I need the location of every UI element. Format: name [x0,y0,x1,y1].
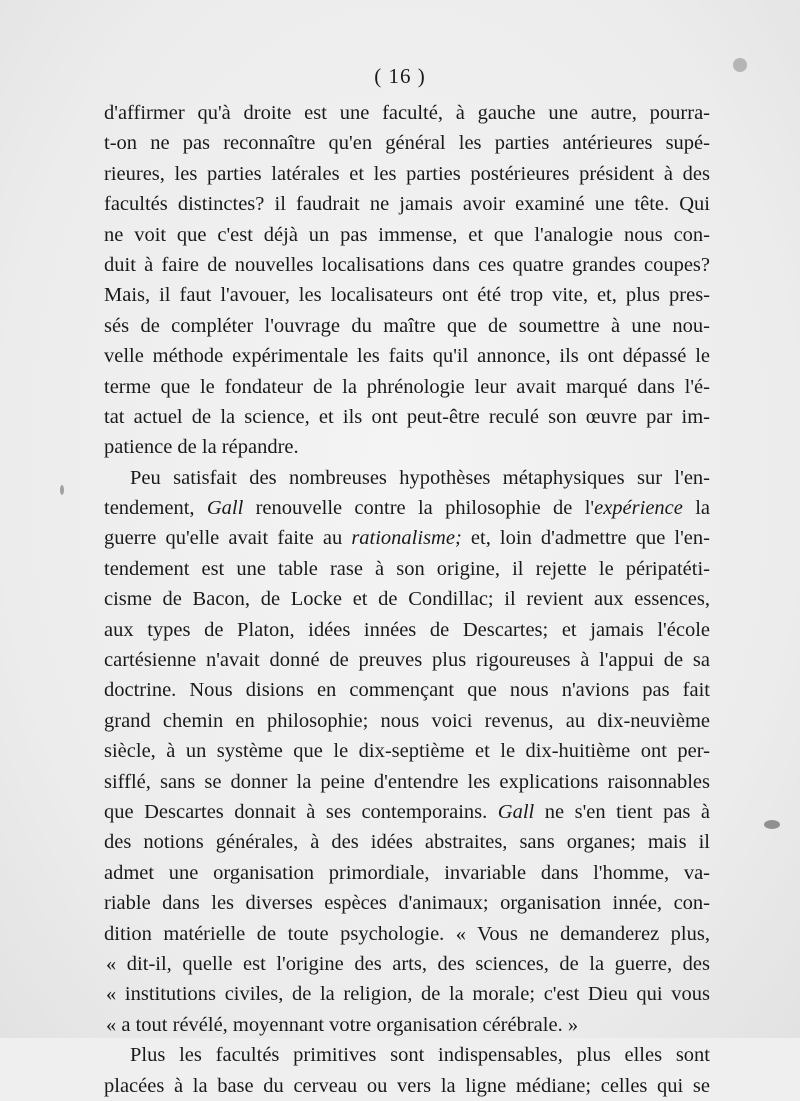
text-line: sés de compléter l'ouvrage du maître que de soumettre à une nou- [104,314,710,337]
text-line: des notions générales, à des idées abstraites, sans organes; mais il [104,831,710,854]
text-line: t-on ne pas reconnaître qu'en général les parties antérieures supé- [104,132,710,155]
text-line: rieures, les parties latérales et les parties postérieures président à des [104,162,710,185]
ink-speck [60,485,64,495]
ink-speck [764,820,780,829]
text-line: ne voit que c'est déjà un pas immense, et que l'analogie nous con- [104,223,710,246]
text-line: guerre qu'elle avait faite au rationalisme; et, loin d'admettre que l'en- [104,527,710,550]
body-text [104,98,710,1101]
text-line: siècle, à un système que le dix-septième et le dix-huitième ont per- [104,740,710,763]
text-line: « dit-il, quelle est l'origine des arts, des sciences, de la guerre, des [106,952,710,975]
text-line: Plus les facultés primitives sont indispensables, plus elles sont [130,1044,710,1067]
text-line: doctrine. Nous disions en commençant que nous n'avions pas fait [104,679,710,702]
text-line: Mais, il faut l'avouer, les localisateurs ont été trop vite, et, plus pres- [104,284,710,307]
text-line: velle méthode expérimentale les faits qu'il annonce, ils ont dépassé le [104,345,710,368]
text-line: « institutions civiles, de la religion, de la morale; c'est Dieu qui vous [106,983,710,1006]
text-line: cisme de Bacon, de Locke et de Condillac; il revient aux essences, [104,588,710,611]
text-line: Peu satisfait des nombreuses hypothèses métaphysiques sur l'en- [130,466,710,489]
text-line: d'affirmer qu'à droite est une faculté, à gauche une autre, pourra- [104,102,710,124]
text-line: duit à faire de nouvelles localisations dans ces quatre grandes coupes? [104,253,710,276]
text-line: placées à la base du cerveau ou vers la ligne médiane; celles qui se [104,1074,710,1097]
ink-speck [733,58,747,72]
text-line: « a tout révélé, moyennant votre organisation cérébrale. » [106,1013,579,1036]
text-line: terme que le fondateur de la phrénologie leur avait marqué dans l'é- [104,375,710,398]
page-number: ( 16 ) [374,64,426,88]
text-line: sifflé, sans se donner la peine d'entendre les explications raisonnables [104,770,710,793]
text-line: tat actuel de la science, et ils ont peut-être reculé son œuvre par im- [104,405,710,428]
text-line: dition matérielle de toute psychologie. « Vous ne demanderez plus, [104,922,710,945]
text-line: tendement est une table rase à son origine, il rejette le péripatéti- [104,557,710,580]
text-line: riable dans les diverses espèces d'animaux; organisation innée, con- [104,892,710,915]
text-line: aux types de Platon, idées innées de Descartes; et jamais l'école [104,618,710,641]
text-line: patience de la répandre. [104,436,299,459]
text-line: grand chemin en philosophie; nous voici revenus, au dix-neuvième [104,709,710,732]
text-line: tendement, Gall renouvelle contre la philosophie de l'expérience la [104,497,710,520]
text-line: facultés distinctes? il faudrait ne jamais avoir examiné une tête. Qui [104,193,710,216]
text-line: admet une organisation primordiale, invariable dans l'homme, va- [104,861,710,884]
text-line: cartésienne n'avait donné de preuves plus rigoureuses à l'appui de sa [104,649,710,672]
text-line: que Descartes donnait à ses contemporains. Gall ne s'en tient pas à [104,800,711,823]
